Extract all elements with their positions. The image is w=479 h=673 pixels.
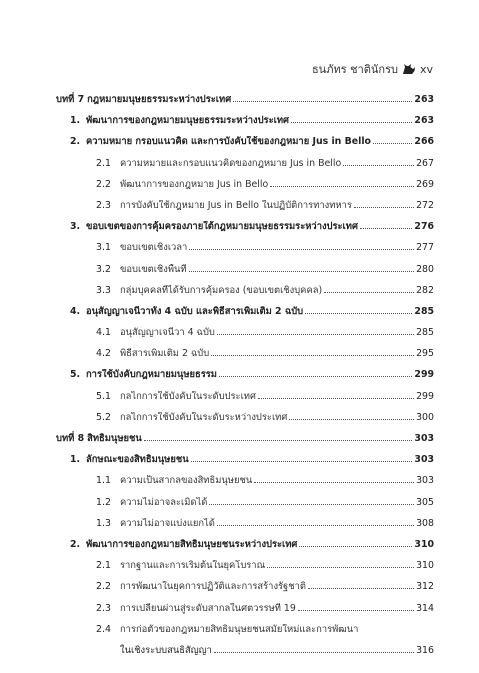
toc-entry-page: 303 xyxy=(416,475,434,487)
toc-entry-label: การพัฒนาในยุคการปฏิวัติและการสร้างรัฐชาติ xyxy=(120,581,306,593)
toc-entry-number: 3.1 xyxy=(96,242,111,254)
toc-entry-cont[interactable] xyxy=(56,645,434,657)
toc-entry-number: 5.1 xyxy=(96,390,111,402)
toc-entry-page: 267 xyxy=(416,157,434,169)
toc-entry-page: 295 xyxy=(416,348,434,360)
toc-entry-section[interactable] xyxy=(56,306,434,318)
toc-entry-page: 285 xyxy=(416,327,434,339)
toc-entry-page: 312 xyxy=(416,581,434,593)
toc-entry-label: ขอบเขตเชิงพื้นที่ xyxy=(120,263,187,275)
toc-entry-label: ความไม่อาจละเมิดได้ xyxy=(120,496,208,508)
toc-entry-number: 1.3 xyxy=(96,517,111,529)
toc-entry-label: ความหมายและกรอบแนวคิดของกฎหมาย Jus in Bello xyxy=(120,157,342,169)
toc-entry-number: 2.3 xyxy=(96,602,111,614)
dot-leader xyxy=(189,271,414,272)
toc-entry-page: 303 xyxy=(414,433,434,444)
toc-entry-sub[interactable] xyxy=(56,285,434,297)
toc-entry-label: การเปลี่ยนผ่านสู่ระดับสากลในศตวรรษที่ 19 xyxy=(120,602,296,614)
toc-entry-section[interactable] xyxy=(56,369,434,381)
dot-leader xyxy=(373,143,412,144)
toc-entry-number: 5. xyxy=(70,369,81,381)
toc-entry-page: 310 xyxy=(414,538,434,550)
table-of-contents xyxy=(56,94,434,666)
toc-entry-page: 282 xyxy=(416,284,434,296)
dot-leader xyxy=(298,610,414,611)
toc-entry-number: บทที่ 8 xyxy=(56,433,85,444)
dot-leader xyxy=(354,207,414,208)
dot-leader xyxy=(291,122,412,123)
dot-leader xyxy=(211,355,414,356)
toc-entry-label: ความไม่อาจแบ่งแยกได้ xyxy=(120,517,215,529)
toc-entry-label: ลักษณะของสิทธิมนุษยชน xyxy=(86,454,189,466)
toc-entry-label: สิทธิมนุษยชน xyxy=(87,433,142,444)
dot-leader xyxy=(144,440,413,441)
dot-leader xyxy=(258,398,414,399)
toc-entry-sub[interactable] xyxy=(56,200,434,212)
toc-entry-sub[interactable] xyxy=(56,327,434,339)
toc-entry-label: พัฒนาการของกฎหมายสิทธิมนุษยชนระหว่างประเทศ xyxy=(86,538,298,550)
toc-entry-page: 277 xyxy=(416,242,434,254)
toc-entry-page: 263 xyxy=(414,115,434,127)
dot-leader xyxy=(217,525,414,526)
toc-entry-section[interactable] xyxy=(56,221,434,233)
toc-entry-label: ความเป็นสากลของสิทธิมนุษยชน xyxy=(120,475,253,487)
toc-entry-number: 4. xyxy=(70,305,81,317)
toc-entry-label: อนุสัญญาเจนีวา 4 ฉบับ xyxy=(120,327,215,339)
dot-leader xyxy=(270,186,414,187)
toc-entry-page: 269 xyxy=(416,178,434,190)
toc-entry-sub[interactable] xyxy=(56,391,434,403)
toc-entry-page: 310 xyxy=(416,560,434,572)
dot-leader xyxy=(214,652,414,653)
toc-entry-page: 272 xyxy=(416,199,434,211)
toc-entry-label: กลไกการใช้บังคับในระดับประเทศ xyxy=(120,390,256,402)
toc-entry-sub[interactable] xyxy=(56,348,434,360)
dot-leader xyxy=(305,313,412,314)
toc-entry-label: กลุ่มบุคคลที่ได้รับการคุ้มครอง (ขอบเขตเชิงบุคคล) xyxy=(120,284,323,296)
toc-entry-label: กฎหมายมนุษยธรรมระหว่างประเทศ xyxy=(87,94,232,105)
toc-entry-sub[interactable] xyxy=(56,581,434,593)
page-header xyxy=(312,60,433,78)
toc-entry-label: ในเชิงระบบสนธิสัญญา xyxy=(120,644,212,656)
toc-entry-sub[interactable] xyxy=(56,518,434,530)
toc-entry-number: 3. xyxy=(70,221,81,233)
dot-leader xyxy=(254,482,414,483)
toc-entry-sub[interactable] xyxy=(56,497,434,509)
author-name: ธนภัทร ชาตินักรบ xyxy=(311,63,398,76)
toc-entry-page: 280 xyxy=(416,263,434,275)
toc-entry-number: 2.2 xyxy=(96,178,111,190)
dot-leader xyxy=(360,228,413,229)
toc-entry-sub[interactable] xyxy=(56,412,434,424)
toc-entry-label: พัฒนาการของกฎหมาย Jus in Bello xyxy=(120,178,269,190)
toc-entry-number: 1.2 xyxy=(96,496,111,508)
toc-entry-sub[interactable] xyxy=(56,624,434,636)
toc-entry-page: 299 xyxy=(414,369,434,381)
toc-entry-page: 299 xyxy=(416,390,434,402)
toc-entry-label: รากฐานและการเริ่มต้นในยุคโบราณ xyxy=(120,560,266,572)
toc-entry-page: 276 xyxy=(414,221,434,233)
toc-entry-page: 305 xyxy=(416,496,434,508)
toc-entry-label: อนุสัญญาเจนีวาทั้ง 4 ฉบับ และพิธีสารเพิ่มเติม 2 ฉบับ xyxy=(86,305,304,317)
toc-entry-label: กลไกการใช้บังคับในระดับระหว่างประเทศ xyxy=(120,411,288,423)
dot-leader xyxy=(299,546,412,547)
toc-entry-chapter[interactable] xyxy=(56,94,434,106)
toc-entry-sub[interactable] xyxy=(56,179,434,191)
toc-entry-number: 2.4 xyxy=(96,623,111,635)
toc-entry-label: การใช้บังคับกฎหมายมนุษยธรรม xyxy=(86,369,217,381)
toc-entry-page: 308 xyxy=(416,517,434,529)
toc-entry-label: การก่อตัวของกฎหมายสิทธิมนุษยชนสมัยใหม่และการพัฒนา xyxy=(120,623,359,635)
toc-entry-number: 3.3 xyxy=(96,284,111,296)
toc-entry-label: การบังคับใช้กฎหมาย Jus in Bello ในปฏิบัติการทางทหาร xyxy=(120,199,352,211)
toc-entry-section[interactable] xyxy=(56,454,434,466)
dot-leader xyxy=(233,101,412,102)
toc-entry-number: 1. xyxy=(70,454,81,466)
toc-entry-number: 5.2 xyxy=(96,411,111,423)
dot-leader xyxy=(267,567,414,568)
toc-entry-page: 300 xyxy=(416,411,434,423)
toc-entry-number: 2.1 xyxy=(96,560,111,572)
toc-entry-number: 1.1 xyxy=(96,475,111,487)
toc-entry-page: 316 xyxy=(416,644,434,656)
toc-entry-sub[interactable] xyxy=(56,603,434,615)
toc-entry-number: 2.1 xyxy=(96,157,111,169)
toc-entry-number: 2. xyxy=(70,538,81,550)
toc-entry-sub[interactable] xyxy=(56,242,434,254)
toc-entry-page: 303 xyxy=(414,454,434,466)
toc-entry-label: พิธีสารเพิ่มเติม 2 ฉบับ xyxy=(120,348,210,360)
toc-entry-number: 2. xyxy=(70,136,81,148)
toc-entry-number: 4.1 xyxy=(96,327,111,339)
cat-icon xyxy=(402,63,416,75)
toc-entry-label: พัฒนาการของกฎหมายมนุษยธรรมระหว่างประเทศ xyxy=(86,115,289,127)
dot-leader xyxy=(191,461,413,462)
page-number-roman: xv xyxy=(419,62,433,76)
dot-leader xyxy=(289,419,414,420)
toc-entry-number: 1. xyxy=(70,115,81,127)
dot-leader xyxy=(189,249,414,250)
toc-entry-sub[interactable] xyxy=(56,264,434,276)
toc-entry-number: 4.2 xyxy=(96,348,111,360)
dot-leader xyxy=(308,588,414,589)
toc-entry-page: 285 xyxy=(414,305,434,317)
toc-entry-label: ขอบเขตเชิงเวลา xyxy=(120,242,188,254)
toc-entry-number: 3.2 xyxy=(96,263,111,275)
toc-entry-section[interactable] xyxy=(56,136,434,148)
toc-entry-sub[interactable] xyxy=(56,475,434,487)
toc-entry-number: 2.2 xyxy=(96,581,111,593)
toc-entry-sub[interactable] xyxy=(56,158,434,170)
dot-leader xyxy=(209,504,414,505)
toc-entry-chapter[interactable] xyxy=(56,433,434,445)
toc-entry-page: 263 xyxy=(414,94,434,105)
toc-entry-label: ขอบเขตของการคุ้มครองภายใต้กฎหมายมนุษยธรรมระหว่างประเทศ xyxy=(86,221,358,233)
dot-leader xyxy=(343,165,414,166)
toc-entry-label: ความหมาย กรอบแนวคิด และการบังคับใช้ของกฎหมาย Jus in Bello xyxy=(86,136,371,148)
toc-entry-page: 266 xyxy=(414,136,434,148)
dot-leader xyxy=(219,376,412,377)
toc-entry-number: บทที่ 7 xyxy=(56,94,85,105)
toc-entry-page: 314 xyxy=(416,602,434,614)
toc-entry-number: 2.3 xyxy=(96,199,111,211)
dot-leader xyxy=(324,292,414,293)
toc-entry-sub[interactable] xyxy=(56,560,434,572)
dot-leader xyxy=(217,334,414,335)
toc-entry-section[interactable] xyxy=(56,115,434,127)
toc-entry-section[interactable] xyxy=(56,539,434,551)
